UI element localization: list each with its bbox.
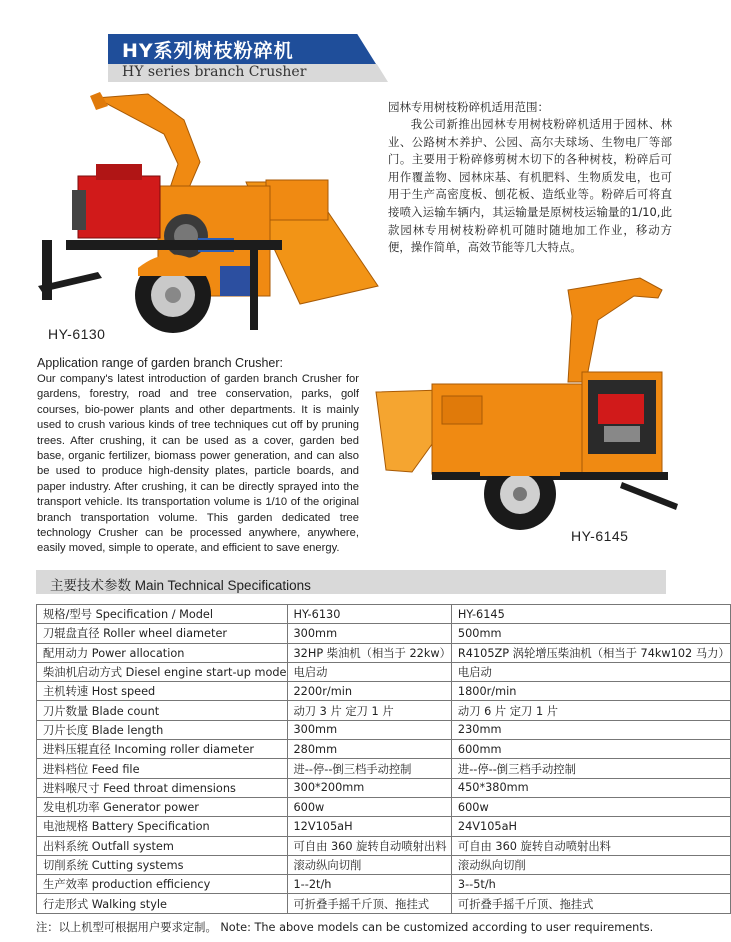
hy6145-value-cell: 24V105aH: [451, 817, 730, 836]
hy6145-value-cell: 可自由 360 旋转自动喷射出料: [451, 836, 730, 855]
model-label-left: HY-6130: [48, 326, 106, 342]
table-row: [37, 875, 731, 894]
hy6130-value-cell: 可折叠手摇千斤顶、拖挂式: [287, 894, 451, 913]
table-row: [37, 643, 731, 662]
spec-label-cell: 进料压辊直径 Incoming roller diameter: [37, 740, 288, 759]
machine-image-hy6130: [38, 90, 388, 350]
cn-intro-body: 我公司新推出园林专用树枝粉碎机适用于园林、林业、公路树木养护、公园、高尔夫球场、生物电厂等部门。主要用于粉碎修剪树木切下的各种树枝，粉碎后可用作覆盖物、园林床基、有机肥料、生物质发电，也可用于生产高密度板、刨花板、造纸业等。粉碎后可将直接喷入运输车辆内，其运输量是原树枝运输量的1/10,此款园林专用树枝粉碎机可随时随地加工作业，移动方便，操作简单，高效节能等几大特点。: [388, 117, 672, 255]
hy6130-value-cell: 电启动: [287, 662, 451, 681]
hy6130-value-cell: 可自由 360 旋转自动喷射出料: [287, 836, 451, 855]
hy6130-value-cell: 滚动纵向切削: [287, 855, 451, 874]
spec-label-cell: 主机转速 Host speed: [37, 682, 288, 701]
hy6145-value-cell: R4105ZP 涡轮增压柴油机（相当于 74kw102 马力）: [451, 643, 730, 662]
hy6130-value-cell: 1--2t/h: [287, 875, 451, 894]
table-row: [37, 662, 731, 681]
table-row: [37, 682, 731, 701]
hy6130-value-cell: 600w: [287, 797, 451, 816]
hy6145-value-cell: 可折叠手摇千斤顶、拖挂式: [451, 894, 730, 913]
table-row: [37, 797, 731, 816]
specs-table: [36, 604, 731, 914]
hy6130-value-cell: 动刀 3 片 定刀 1 片: [287, 701, 451, 720]
table-row: [37, 778, 731, 797]
hy6145-value-cell: 滚动纵向切削: [451, 855, 730, 874]
machine-image-hy6145: [372, 272, 682, 542]
table-row: [37, 836, 731, 855]
table-row: [37, 817, 731, 836]
hy6130-value-cell: 300mm: [287, 624, 451, 643]
cn-intro-title: 园林专用树枝粉碎机适用范围：: [388, 100, 549, 114]
page-title: HY系列树枝粉碎机: [122, 40, 294, 62]
table-row: [37, 894, 731, 913]
en-intro-title: Application range of garden branch Crusher:: [37, 356, 283, 370]
table-row: [37, 624, 731, 643]
spec-label-cell: 进料喉尺寸 Feed throat dimensions: [37, 778, 288, 797]
hy6145-value-cell: 1800r/min: [451, 682, 730, 701]
hy6145-value-cell: 450*380mm: [451, 778, 730, 797]
spec-label-cell: 电池规格 Battery Specification: [37, 817, 288, 836]
hy6145-value-cell: 600mm: [451, 740, 730, 759]
hy6130-value-cell: 280mm: [287, 740, 451, 759]
table-row: [37, 855, 731, 874]
hy6130-value-cell: 32HP 柴油机（相当于 22kw）: [287, 643, 451, 662]
page-subtitle: HY series branch Crusher: [122, 64, 307, 80]
hy6130-value-cell: 2200r/min: [287, 682, 451, 701]
hy6145-value-cell: HY-6145: [451, 605, 730, 624]
spec-label-cell: 切削系统 Cutting systems: [37, 855, 288, 874]
spec-label-cell: 刀片长度 Blade length: [37, 720, 288, 739]
spec-label-cell: 配用动力 Power allocation: [37, 643, 288, 662]
hy6130-value-cell: 300*200mm: [287, 778, 451, 797]
table-row: [37, 759, 731, 778]
hy6130-value-cell: 12V105aH: [287, 817, 451, 836]
hy6145-value-cell: 电启动: [451, 662, 730, 681]
spec-label-cell: 生产效率 production efficiency: [37, 875, 288, 894]
footnote: 注：以上机型可根据用户要求定制。 Note: The above models can be customized according to user requirements.: [36, 921, 654, 934]
spec-label-cell: 规格/型号 Specification / Model: [37, 605, 288, 624]
en-intro-body: Our company's latest introduction of garden branch Crusher for gardens, forestry, road and tree conservation, parks, golf courses, bio-power plants and other departments. It is mainly used to crush various kinds of tree techniques cut off by pruning trees. After crushing, it can be used as a cover, garden bed base, organic fertilizer, biomass power generation, and can also be used to produce high-density plates, particle boards, and paper industry. After crushing, it can be directly sprayed into the transport vehicle. Its transportation volume is 1/10 of the original branch transportation volume. This garden dedicated tree technology Crusher can be processed anywhere, anywhere, easily moved, simple to operate, and efficient to save energy.: [37, 373, 359, 555]
spec-label-cell: 进料档位 Feed file: [37, 759, 288, 778]
hy6130-value-cell: HY-6130: [287, 605, 451, 624]
table-row: [37, 740, 731, 759]
hy6145-value-cell: 600w: [451, 797, 730, 816]
hy6130-value-cell: 进--停--倒三档手动控制: [287, 759, 451, 778]
hy6145-value-cell: 动刀 6 片 定刀 1 片: [451, 701, 730, 720]
spec-label-cell: 发电机功率 Generator power: [37, 797, 288, 816]
table-row: [37, 605, 731, 624]
table-row: [37, 701, 731, 720]
hy6145-value-cell: 230mm: [451, 720, 730, 739]
hy6145-value-cell: 3--5t/h: [451, 875, 730, 894]
spec-label-cell: 出料系统 Outfall system: [37, 836, 288, 855]
model-label-right: HY-6145: [571, 528, 629, 544]
spec-label-cell: 刀辊盘直径 Roller wheel diameter: [37, 624, 288, 643]
spec-label-cell: 行走形式 Walking style: [37, 894, 288, 913]
hy6145-value-cell: 500mm: [451, 624, 730, 643]
spec-label-cell: 柴油机启动方式 Diesel engine start-up mode: [37, 662, 288, 681]
specs-heading: 主要技术参数 Main Technical Specifications: [50, 578, 311, 593]
spec-label-cell: 刀片数量 Blade count: [37, 701, 288, 720]
hy6145-value-cell: 进--停--倒三档手动控制: [451, 759, 730, 778]
hy6130-value-cell: 300mm: [287, 720, 451, 739]
table-row: [37, 720, 731, 739]
